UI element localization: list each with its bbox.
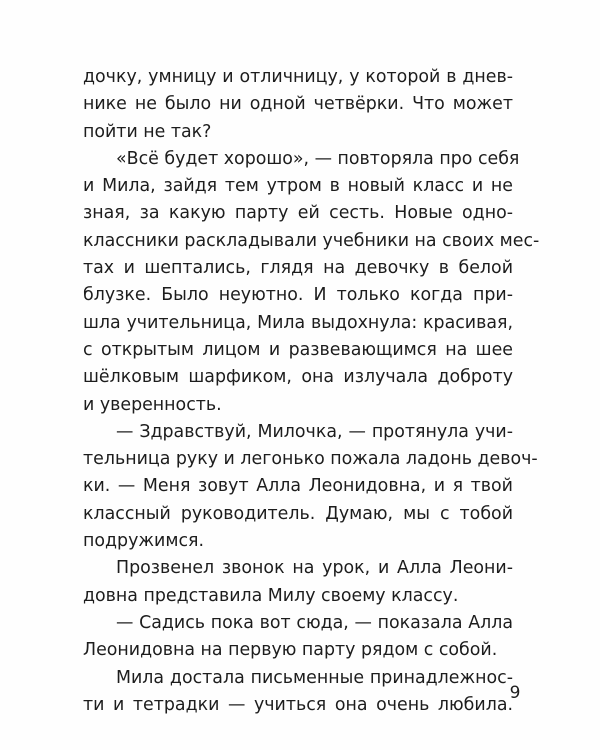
text-line: — Садись пока вот сюда, — показала Алла [116,612,513,633]
text-line: дочку, умницу и отличницу, у которой в днев- [83,67,513,87]
text-line: шла учительница, Мила выдохнула: красивая, [83,312,513,333]
text-line: Мила достала письменные принадлежнос- [116,667,513,688]
text-line: блузке. Было неуютно. И только когда при- [83,285,513,306]
text-line: ти и тетрадки — учиться она очень любила. [83,694,513,715]
text-line: шёлковым шарфиком, она излучала доброту [83,367,513,388]
text-line: — Здравствуй, Милочка, — протянула учи- [116,421,513,442]
text-line: зная, за какую парту ей сесть. Новые одно- [83,203,513,224]
text-line: Прозвенел звонок на урок, и Алла Леони- [116,558,513,579]
text-line: довна представила Милу своему классу. [83,585,459,606]
text-line: и уверенность. [83,394,222,415]
text-line: нике не было ни одной четвёрки. Что может [83,94,513,115]
text-line: ки. — Меня зовут Алла Леонидовна, и я твой [83,476,513,497]
text-line: подружимся. [83,531,205,552]
text-line: Леонидовна на первую парту рядом с собой. [83,640,498,661]
text-line: тах и шептались, глядя на девочку в белой [83,258,513,279]
body-text [83,64,540,719]
text-line: пойти не так? [83,121,212,142]
text-line: классный руководитель. Думаю, мы с тобой [83,503,513,524]
page-number: 9 [509,683,521,703]
text-line: тельница руку и легонько пожала ладонь девоч- [83,449,538,470]
text-line: и Мила, зайдя тем утром в новый класс и не [83,176,513,197]
text-line: классники раскладывали учебники на своих мес- [83,230,540,251]
text-line: «Всё будет хорошо», — повторяла про себя [116,148,520,169]
text-line: с открытым лицом и развевающимся на шее [83,339,513,360]
